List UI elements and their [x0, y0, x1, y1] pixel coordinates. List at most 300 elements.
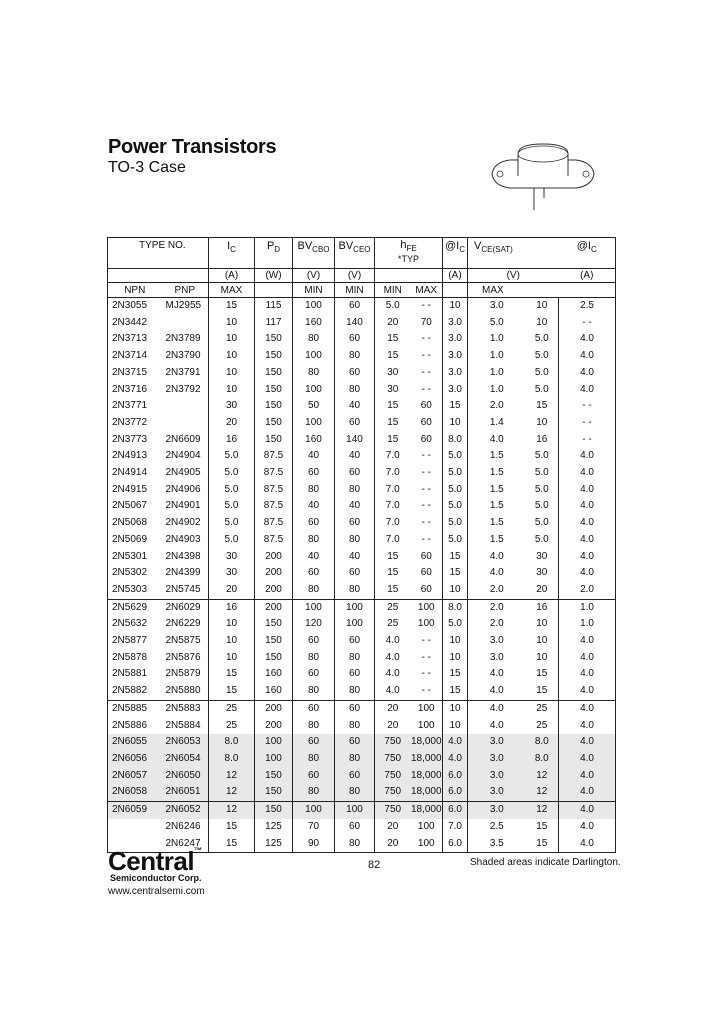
cell-pd: 100 — [255, 734, 293, 751]
cell-hfe-max: 18,000 — [411, 802, 443, 819]
cell-hfe-max: 18,000 — [411, 784, 443, 801]
cell-bvcbo: 160 — [293, 315, 335, 332]
cell-at-ic-1: 8.0 — [443, 599, 468, 616]
darlington-note: Shaded areas indicate Darlington. — [470, 857, 621, 868]
cell-npn: 2N5303 — [108, 582, 162, 599]
cell-at-ic-1: 10 — [443, 700, 468, 717]
cell-bvcbo: 50 — [293, 398, 335, 415]
cell-ft: 4.0 — [559, 365, 616, 382]
cell-hfe-min: 4.0 — [385, 635, 400, 647]
cell-pd: 115 — [255, 298, 293, 315]
cell-bvcbo: 40 — [293, 448, 335, 465]
cell-hfe-max: 100 — [411, 718, 443, 735]
cell-bvceo: 60 — [335, 515, 375, 532]
cell-npn — [108, 819, 162, 836]
cell-hfe-min: 15 — [387, 567, 399, 579]
lim-pd — [255, 283, 293, 298]
cell-pnp: 2N6051 — [162, 784, 209, 801]
lim-bvceo: MIN — [335, 283, 375, 298]
table-row — [108, 784, 616, 801]
cell-npn: 2N3055 — [108, 298, 162, 315]
cell-ic: 30 — [209, 398, 255, 415]
cell-pd: 87.5 — [255, 532, 293, 549]
cell-pnp: 2N3791 — [162, 365, 209, 382]
cell-vcesat: 4.0 — [468, 700, 526, 717]
cell-hfe-min: 7.0 — [385, 533, 400, 545]
website-url: www.centralsemi.com — [108, 886, 205, 897]
cell-at-ic-1: 8.0 — [443, 432, 468, 449]
cell-bvcbo: 90 — [293, 836, 335, 853]
cell-at-ic-2: 25 — [526, 700, 559, 717]
cell-bvceo: 60 — [335, 465, 375, 482]
cell-npn: 2N5069 — [108, 532, 162, 549]
cell-ic: 30 — [209, 549, 255, 566]
cell-ic: 10 — [209, 650, 255, 667]
cell-pd: 200 — [255, 549, 293, 566]
cell-bvceo: 80 — [335, 650, 375, 667]
cell-at-ic-2: 5.0 — [526, 331, 559, 348]
cell-at-ic-1: 4.0 — [443, 734, 468, 751]
cell-hfe-min: 20 — [387, 316, 399, 328]
table-row — [108, 448, 616, 465]
cell-vcesat: 1.0 — [489, 350, 504, 362]
cell-ft: - - — [559, 315, 616, 332]
cell-ic: 5.0 — [209, 498, 255, 515]
table-row — [108, 398, 616, 415]
cell-ic: 8.0 — [209, 751, 255, 768]
cell-at-ic-2: 15 — [526, 683, 559, 700]
lim-vcesat: MAX — [468, 283, 559, 298]
cell-ic: 10 — [209, 382, 255, 399]
lim-hfe-min: MIN — [375, 283, 411, 298]
cell-pnp: 2N4904 — [162, 448, 209, 465]
cell-bvcbo: 100 — [293, 599, 335, 616]
cell-at-ic-2: 12 — [526, 802, 559, 819]
cell-at-ic-2: 5.0 — [526, 498, 559, 515]
cell-ft: 4.0 — [559, 532, 616, 549]
cell-bvcbo: 100 — [293, 415, 335, 432]
cell-hfe-min: 15 — [387, 333, 399, 345]
cell-ft: 4.0 — [559, 498, 616, 515]
cell-pnp: 2N4902 — [162, 515, 209, 532]
cell-npn: 2N5067 — [108, 498, 162, 515]
page-title: Power Transistors — [108, 136, 277, 158]
cell-ic: 10 — [209, 616, 255, 633]
cell-pnp: 2N4906 — [162, 482, 209, 499]
table-row — [108, 565, 616, 582]
cell-at-ic-1: 15 — [443, 398, 468, 415]
cell-vcesat: 2.0 — [489, 618, 504, 630]
specs-table — [107, 237, 616, 853]
cell-bvceo: 60 — [335, 633, 375, 650]
cell-npn: 2N5885 — [108, 700, 162, 717]
cell-ft: 4.0 — [559, 633, 616, 650]
header-ic: $I_C$ — [209, 238, 255, 269]
cell-pnp: 2N5745 — [162, 582, 209, 599]
cell-at-ic-1: 3.0 — [443, 315, 468, 332]
cell-npn: 2N3773 — [108, 432, 162, 449]
cell-npn: 2N5301 — [108, 549, 162, 566]
cell-at-ic-1: 6.0 — [443, 802, 468, 819]
cell-hfe-max: 60 — [411, 565, 443, 582]
cell-pd: 200 — [255, 599, 293, 616]
cell-npn: 2N5882 — [108, 683, 162, 700]
cell-ft: 2.5 — [559, 298, 616, 315]
cell-bvceo: 80 — [335, 582, 375, 599]
cell-npn: 2N3771 — [108, 398, 162, 415]
cell-pd: 150 — [255, 365, 293, 382]
cell-at-ic-2: 16 — [526, 599, 559, 616]
cell-vcesat: 4.0 — [489, 567, 504, 579]
cell-ic: 30 — [209, 565, 255, 582]
cell-vcesat: 1.0 — [489, 383, 504, 395]
cell-ft: 4.0 — [559, 836, 616, 853]
unit-ic: (A) — [209, 269, 255, 283]
cell-at-ic-2: 8.0 — [526, 734, 559, 751]
cell-bvcbo: 80 — [293, 331, 335, 348]
cell-at-ic-1: 5.0 — [443, 498, 468, 515]
cell-vcesat: 3.0 — [468, 751, 526, 768]
cell-vcesat: 5.0 — [489, 316, 504, 328]
cell-at-ic-1: 5.0 — [443, 616, 468, 633]
table-row — [108, 616, 616, 633]
cell-at-ic-1: 15 — [443, 666, 468, 683]
cell-at-ic-2: 12 — [526, 768, 559, 785]
cell-pnp: 2N6229 — [162, 616, 209, 633]
cell-ic: 10 — [209, 315, 255, 332]
cell-pnp: 2N5876 — [162, 650, 209, 667]
cell-hfe-min: 750 — [375, 802, 411, 819]
cell-pd: 150 — [255, 398, 293, 415]
cell-hfe-max: - - — [411, 465, 443, 482]
cell-ft: 4.0 — [559, 802, 616, 819]
cell-vcesat: 3.0 — [468, 784, 526, 801]
cell-ft: 1.0 — [559, 616, 616, 633]
cell-vcesat: 1.5 — [489, 450, 504, 462]
cell-at-ic-2: 5.0 — [526, 348, 559, 365]
cell-hfe-max: - - — [411, 683, 443, 700]
cell-pd: 150 — [255, 382, 293, 399]
cell-npn: 2N3713 — [108, 331, 162, 348]
cell-at-ic-2: 5.0 — [526, 448, 559, 465]
cell-pnp: 2N6050 — [162, 768, 209, 785]
cell-hfe-min: 20 — [375, 700, 411, 717]
unit-bvceo: (V) — [335, 269, 375, 283]
cell-bvcbo: 60 — [293, 465, 335, 482]
cell-at-ic-1: 3.0 — [443, 365, 468, 382]
cell-ft: 4.0 — [559, 348, 616, 365]
cell-at-ic-1: 10 — [443, 415, 468, 432]
table-row — [108, 734, 616, 751]
cell-bvcbo: 80 — [293, 582, 335, 599]
cell-hfe-min: 4.0 — [385, 651, 400, 663]
cell-vcesat: 4.0 — [489, 433, 504, 445]
cell-npn: 2N3716 — [108, 382, 162, 399]
cell-bvceo: 80 — [335, 382, 375, 399]
cell-pnp: 2N3790 — [162, 348, 209, 365]
cell-pnp: MJ2955 — [162, 298, 209, 315]
cell-npn: 2N5302 — [108, 565, 162, 582]
cell-pd: 150 — [255, 633, 293, 650]
cell-npn: 2N5886 — [108, 718, 162, 735]
cell-hfe-min: 7.0 — [385, 517, 400, 529]
cell-ic: 15 — [209, 683, 255, 700]
cell-at-ic-1: 10 — [443, 718, 468, 735]
cell-vcesat: 1.5 — [489, 517, 504, 529]
cell-ft: 4.0 — [559, 565, 616, 582]
cell-pnp: 2N6053 — [162, 734, 209, 751]
cell-pd: 87.5 — [255, 482, 293, 499]
cell-vcesat: 1.5 — [489, 467, 504, 479]
table-row — [108, 315, 616, 332]
cell-hfe-max: 60 — [411, 415, 443, 432]
cell-npn: 2N4913 — [108, 448, 162, 465]
cell-pd: 150 — [255, 415, 293, 432]
cell-bvcbo: 100 — [293, 298, 335, 315]
cell-ft: - - — [559, 415, 616, 432]
cell-ft: - - — [559, 398, 616, 415]
cell-vcesat: 2.0 — [489, 583, 504, 595]
cell-hfe-max: - - — [411, 448, 443, 465]
table-row — [108, 700, 616, 717]
cell-hfe-max: - - — [411, 482, 443, 499]
table-row — [108, 599, 616, 616]
cell-npn: 2N3772 — [108, 415, 162, 432]
cell-pd: 87.5 — [255, 465, 293, 482]
cell-pnp: 2N4901 — [162, 498, 209, 515]
cell-hfe-max: 100 — [411, 700, 443, 717]
cell-bvcbo: 120 — [293, 616, 335, 633]
cell-pnp: 2N3789 — [162, 331, 209, 348]
cell-ft: 4.0 — [559, 683, 616, 700]
cell-ft: 4.0 — [559, 700, 616, 717]
cell-ic: 15 — [209, 666, 255, 683]
cell-hfe-max: 100 — [411, 616, 443, 633]
to3-package-illustration — [488, 136, 598, 218]
cell-npn: 2N6059 — [108, 802, 162, 819]
cell-bvceo: 60 — [335, 700, 375, 717]
cell-bvcbo: 60 — [293, 666, 335, 683]
table-row — [108, 683, 616, 700]
cell-at-ic-1: 5.0 — [443, 532, 468, 549]
table-row — [108, 515, 616, 532]
cell-bvcbo: 40 — [293, 549, 335, 566]
cell-npn: 2N5632 — [108, 616, 162, 633]
header-hfe: $h_{FE}$ *TYP — [375, 238, 443, 269]
header-at-ic-1: $@I_C$ — [443, 238, 468, 269]
cell-bvceo: 80 — [335, 532, 375, 549]
cell-ic: 20 — [209, 582, 255, 599]
cell-bvcbo: 60 — [293, 565, 335, 582]
cell-ic: 5.0 — [209, 515, 255, 532]
cell-ft: 4.0 — [559, 666, 616, 683]
cell-hfe-max: - - — [411, 382, 443, 399]
cell-at-ic-1: 10 — [443, 650, 468, 667]
cell-vcesat: 3.0 — [489, 651, 504, 663]
cell-vcesat: 3.0 — [489, 300, 504, 311]
cell-pd: 200 — [255, 718, 293, 735]
cell-bvcbo: 60 — [293, 515, 335, 532]
cell-ic: 15 — [209, 298, 255, 315]
unit-at-ic-2: (A) — [559, 269, 616, 283]
cell-pd: 117 — [255, 315, 293, 332]
unit-at-ic-1: (A) — [443, 269, 468, 283]
cell-at-ic-1: 15 — [443, 683, 468, 700]
table-row — [108, 465, 616, 482]
lim-bvcbo: MIN — [293, 283, 335, 298]
cell-vcesat: 1.4 — [489, 416, 504, 428]
specs-table-body — [108, 298, 616, 853]
cell-npn: 2N5881 — [108, 666, 162, 683]
cell-pd: 150 — [255, 650, 293, 667]
cell-at-ic-2: 30 — [526, 549, 559, 566]
cell-at-ic-2: 10 — [526, 616, 559, 633]
cell-ic: 25 — [209, 700, 255, 717]
cell-hfe-max: 18,000 — [411, 751, 443, 768]
cell-pd: 87.5 — [255, 515, 293, 532]
cell-pd: 200 — [255, 700, 293, 717]
table-row — [108, 751, 616, 768]
table-row — [108, 802, 616, 819]
cell-ft: 4.0 — [559, 382, 616, 399]
cell-hfe-min: 5.0 — [385, 300, 400, 311]
cell-bvceo: 40 — [335, 398, 375, 415]
cell-bvceo: 40 — [335, 448, 375, 465]
cell-at-ic-1: 5.0 — [443, 448, 468, 465]
cell-vcesat: 4.0 — [489, 685, 504, 697]
cell-ic: 25 — [209, 718, 255, 735]
table-row — [108, 331, 616, 348]
cell-bvceo: 80 — [335, 482, 375, 499]
cell-bvcbo: 60 — [293, 768, 335, 785]
table-row — [108, 482, 616, 499]
cell-hfe-min: 4.0 — [385, 668, 400, 680]
cell-ic: 20 — [209, 415, 255, 432]
table-row — [108, 549, 616, 566]
cell-hfe-max: 18,000 — [411, 768, 443, 785]
cell-vcesat: 3.0 — [468, 802, 526, 819]
cell-ic: 10 — [209, 365, 255, 382]
cell-pnp — [162, 398, 209, 415]
cell-pnp: 2N5875 — [162, 633, 209, 650]
cell-at-ic-2: 5.0 — [526, 532, 559, 549]
cell-hfe-min: 750 — [375, 784, 411, 801]
cell-npn: 2N3442 — [108, 315, 162, 332]
cell-at-ic-2: 5.0 — [526, 515, 559, 532]
cell-bvcbo: 60 — [293, 700, 335, 717]
cell-hfe-min: 20 — [387, 820, 399, 832]
cell-bvcbo: 80 — [293, 650, 335, 667]
cell-ft: 4.0 — [559, 819, 616, 836]
cell-pnp — [162, 415, 209, 432]
cell-bvcbo: 40 — [293, 498, 335, 515]
cell-hfe-min: 15 — [387, 550, 399, 562]
cell-pnp: 2N6029 — [162, 599, 209, 616]
table-row — [108, 348, 616, 365]
cell-ic: 12 — [209, 768, 255, 785]
cell-bvceo: 60 — [335, 734, 375, 751]
table-row — [108, 382, 616, 399]
cell-hfe-max: 70 — [411, 315, 443, 332]
cell-at-ic-2: 10 — [526, 415, 559, 432]
cell-pd: 125 — [255, 836, 293, 853]
cell-bvcbo: 80 — [293, 532, 335, 549]
lim-ic: MAX — [209, 283, 255, 298]
cell-pd: 160 — [255, 683, 293, 700]
cell-at-ic-1: 10 — [443, 298, 468, 315]
cell-bvceo: 60 — [335, 298, 375, 315]
cell-npn: 2N5629 — [108, 599, 162, 616]
cell-hfe-min: 15 — [387, 583, 399, 595]
cell-ic: 5.0 — [209, 482, 255, 499]
cell-ft: 4.0 — [559, 448, 616, 465]
cell-pnp: 2N6609 — [162, 432, 209, 449]
page-subtitle: TO-3 Case — [108, 159, 186, 176]
cell-hfe-min: 20 — [387, 719, 399, 731]
cell-at-ic-2: 25 — [526, 718, 559, 735]
cell-at-ic-2: 5.0 — [526, 382, 559, 399]
cell-ft: 4.0 — [559, 751, 616, 768]
cell-pnp: 2N5883 — [162, 700, 209, 717]
cell-ft: 4.0 — [559, 734, 616, 751]
cell-at-ic-2: 16 — [526, 432, 559, 449]
cell-npn: 2N5878 — [108, 650, 162, 667]
cell-at-ic-1: 6.0 — [443, 836, 468, 853]
cell-npn: 2N6058 — [108, 784, 162, 801]
cell-at-ic-2: 5.0 — [526, 365, 559, 382]
cell-bvceo: 140 — [335, 432, 375, 449]
cell-ic: 15 — [209, 819, 255, 836]
table-row — [108, 768, 616, 785]
lim-hfe-max: MAX — [411, 283, 443, 298]
cell-vcesat: 1.5 — [489, 483, 504, 495]
cell-bvceo: 80 — [335, 348, 375, 365]
cell-at-ic-2: 15 — [526, 666, 559, 683]
cell-hfe-min: 750 — [375, 768, 411, 785]
cell-at-ic-1: 3.0 — [443, 382, 468, 399]
cell-at-ic-1: 10 — [443, 582, 468, 599]
logo-subtitle: Semiconductor Corp. — [110, 873, 202, 883]
cell-npn: 2N6056 — [108, 751, 162, 768]
cell-hfe-min: 7.0 — [385, 500, 400, 512]
cell-hfe-min: 7.0 — [385, 450, 400, 462]
cell-pd: 160 — [255, 666, 293, 683]
table-row — [108, 415, 616, 432]
cell-ic: 16 — [209, 432, 255, 449]
cell-bvceo: 60 — [335, 819, 375, 836]
cell-at-ic-1: 6.0 — [443, 784, 468, 801]
cell-hfe-max: - - — [411, 666, 443, 683]
central-logo: Central™ — [108, 846, 202, 876]
cell-vcesat: 1.5 — [489, 500, 504, 512]
cell-hfe-max: 18,000 — [411, 734, 443, 751]
cell-bvcbo: 80 — [293, 718, 335, 735]
cell-bvceo: 80 — [335, 836, 375, 853]
cell-bvceo: 40 — [335, 549, 375, 566]
header-row-limits — [108, 283, 616, 298]
cell-bvceo: 80 — [335, 683, 375, 700]
cell-bvcbo: 80 — [293, 751, 335, 768]
cell-ft: 4.0 — [559, 650, 616, 667]
cell-vcesat: 4.0 — [489, 719, 504, 731]
cell-pd: 150 — [255, 331, 293, 348]
page-number: 82 — [368, 859, 381, 871]
cell-npn: 2N5877 — [108, 633, 162, 650]
cell-npn: 2N4915 — [108, 482, 162, 499]
cell-pd: 125 — [255, 819, 293, 836]
cell-hfe-max: 100 — [411, 836, 443, 853]
cell-bvceo: 60 — [335, 666, 375, 683]
